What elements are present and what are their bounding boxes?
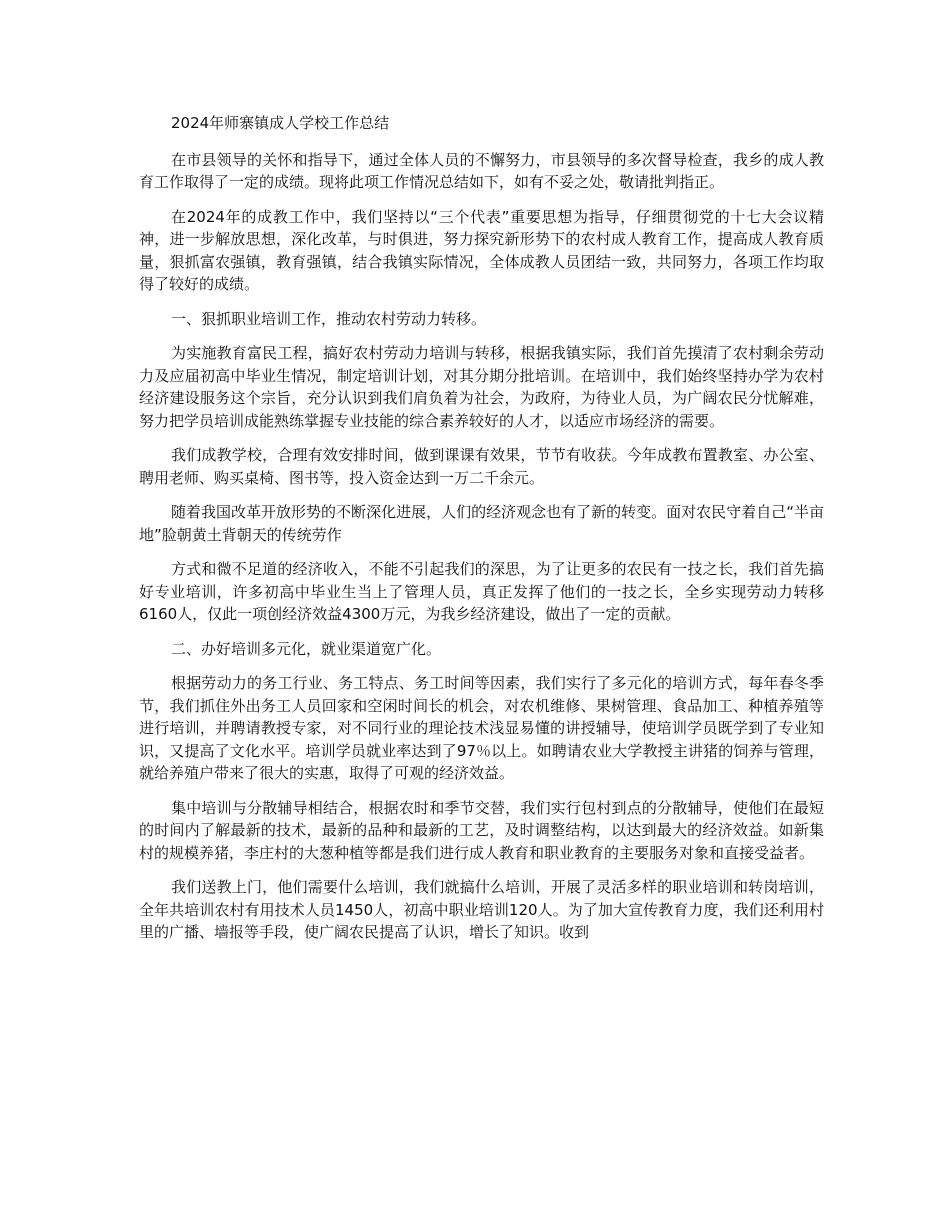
- paragraph-labor-transfer: 方式和微不足道的经济收入，不能不引起我们的深思，为了让更多的农民有一技之长，我们首先搞好专业培训，许多初高中毕业生当上了管理人员，真正发挥了他们的一技之长，全乡实现劳动力转移6160人，仅此一项创经济效益4300万元，为我乡经济建设，做出了一定的贡献。: [139, 560, 824, 623]
- paragraph-training-plan: 为实施教育富民工程，搞好农村劳动力培训与转移，根据我镇实际，我们首先摸清了农村剩余劳动力及应届初高中毕业生情况，制定培训计划，对其分期分批培训。在培训中，我们始终坚持办学为农村经济建设服务这个宗旨，充分认识到我们肩负着为社会，为政府，为待业人员，为广阔农民分忧解难，努力把学员培训成能熟练掌握专业技能的综合素养较好的人才，以适应市场经济的需要。: [139, 344, 824, 430]
- section-heading-1: 一、狠抓职业培训工作，推动农村劳动力转移。: [171, 309, 487, 328]
- paragraph-school-investment: 我们成教学校，合理有效安排时间，做到课课有效果，节节有收获。今年成教布置教室、办公室、聘用老师、购买桌椅、图书等，投入资金达到一万二千余元。: [139, 446, 824, 487]
- paragraph-overview: 在2024年的成教工作中，我们坚持以“三个代表”重要思想为指导，仔细贯彻党的十七大会议精神，进一步解放思想，深化改革，与时俱进，努力探究新形势下的农村成人教育工作，提高成人教育质量，狠抓富农强镇，教育强镇，结合我镇实际情况，全体成教人员团结一致，共同努力，各项工作均取得了较好的成绩。: [139, 207, 824, 293]
- paragraph-dispersed-guidance: 集中培训与分散辅导相结合，根据农时和季节交替，我们实行包村到点的分散辅导，使他们在最短的时间内了解最新的技术，最新的品种和最新的工艺，及时调整结构，以达到最大的经济效益。如新集村的规模养猪，李庄村的大葱种植等都是我们进行成人教育和职业教育的主要服务对象和直接受益者。: [139, 798, 824, 862]
- paragraph-intro: 在市县领导的关怀和指导下，通过全体人员的不懈努力，市县领导的多次督导检查，我乡的成人教育工作取得了一定的成绩。现将此项工作情况总结如下，如有不妥之处，敬请批判指正。: [139, 150, 824, 191]
- paragraph-diversified-training: 根据劳动力的务工行业、务工特点、务工时间等因素，我们实行了多元化的培训方式，每年春冬季节，我们抓住外出务工人员回家和空闲时间长的机会，对农机维修、果树管理、食品加工、种植养殖等进行培训，并聘请教授专家，对不同行业的理论技术浅显易懂的讲授辅导，使培训学员既学到了专业知识，又提高了文化水平。培训学员就业率达到了97％以上。如聘请农业大学教授主讲猪的饲养与管理，就给养殖户带来了很大的实惠，取得了可观的经济效益。: [139, 674, 824, 782]
- section-heading-2: 二、办好培训多元化，就业渠道宽广化。: [171, 639, 442, 658]
- document-page: [139, 112, 824, 956]
- paragraph-reform: 随着我国改革开放形势的不断深化进展，人们的经济观念也有了新的转变。面对农民守着自己“半亩地”脸朝黄土背朝天的传统劳作: [139, 503, 824, 544]
- paragraph-door-to-door: 我们送教上门，他们需要什么培训，我们就搞什么培训，开展了灵活多样的职业培训和转岗培训，全年共培训农村有用技术人员1450人，初高中职业培训120人。为了加大宣传教育力度，我们还利用村里的广播、墙报等手段，使广阔农民提高了认识，增长了知识。收到: [139, 878, 824, 941]
- document-title: 2024年师寨镇成人学校工作总结: [171, 114, 390, 132]
